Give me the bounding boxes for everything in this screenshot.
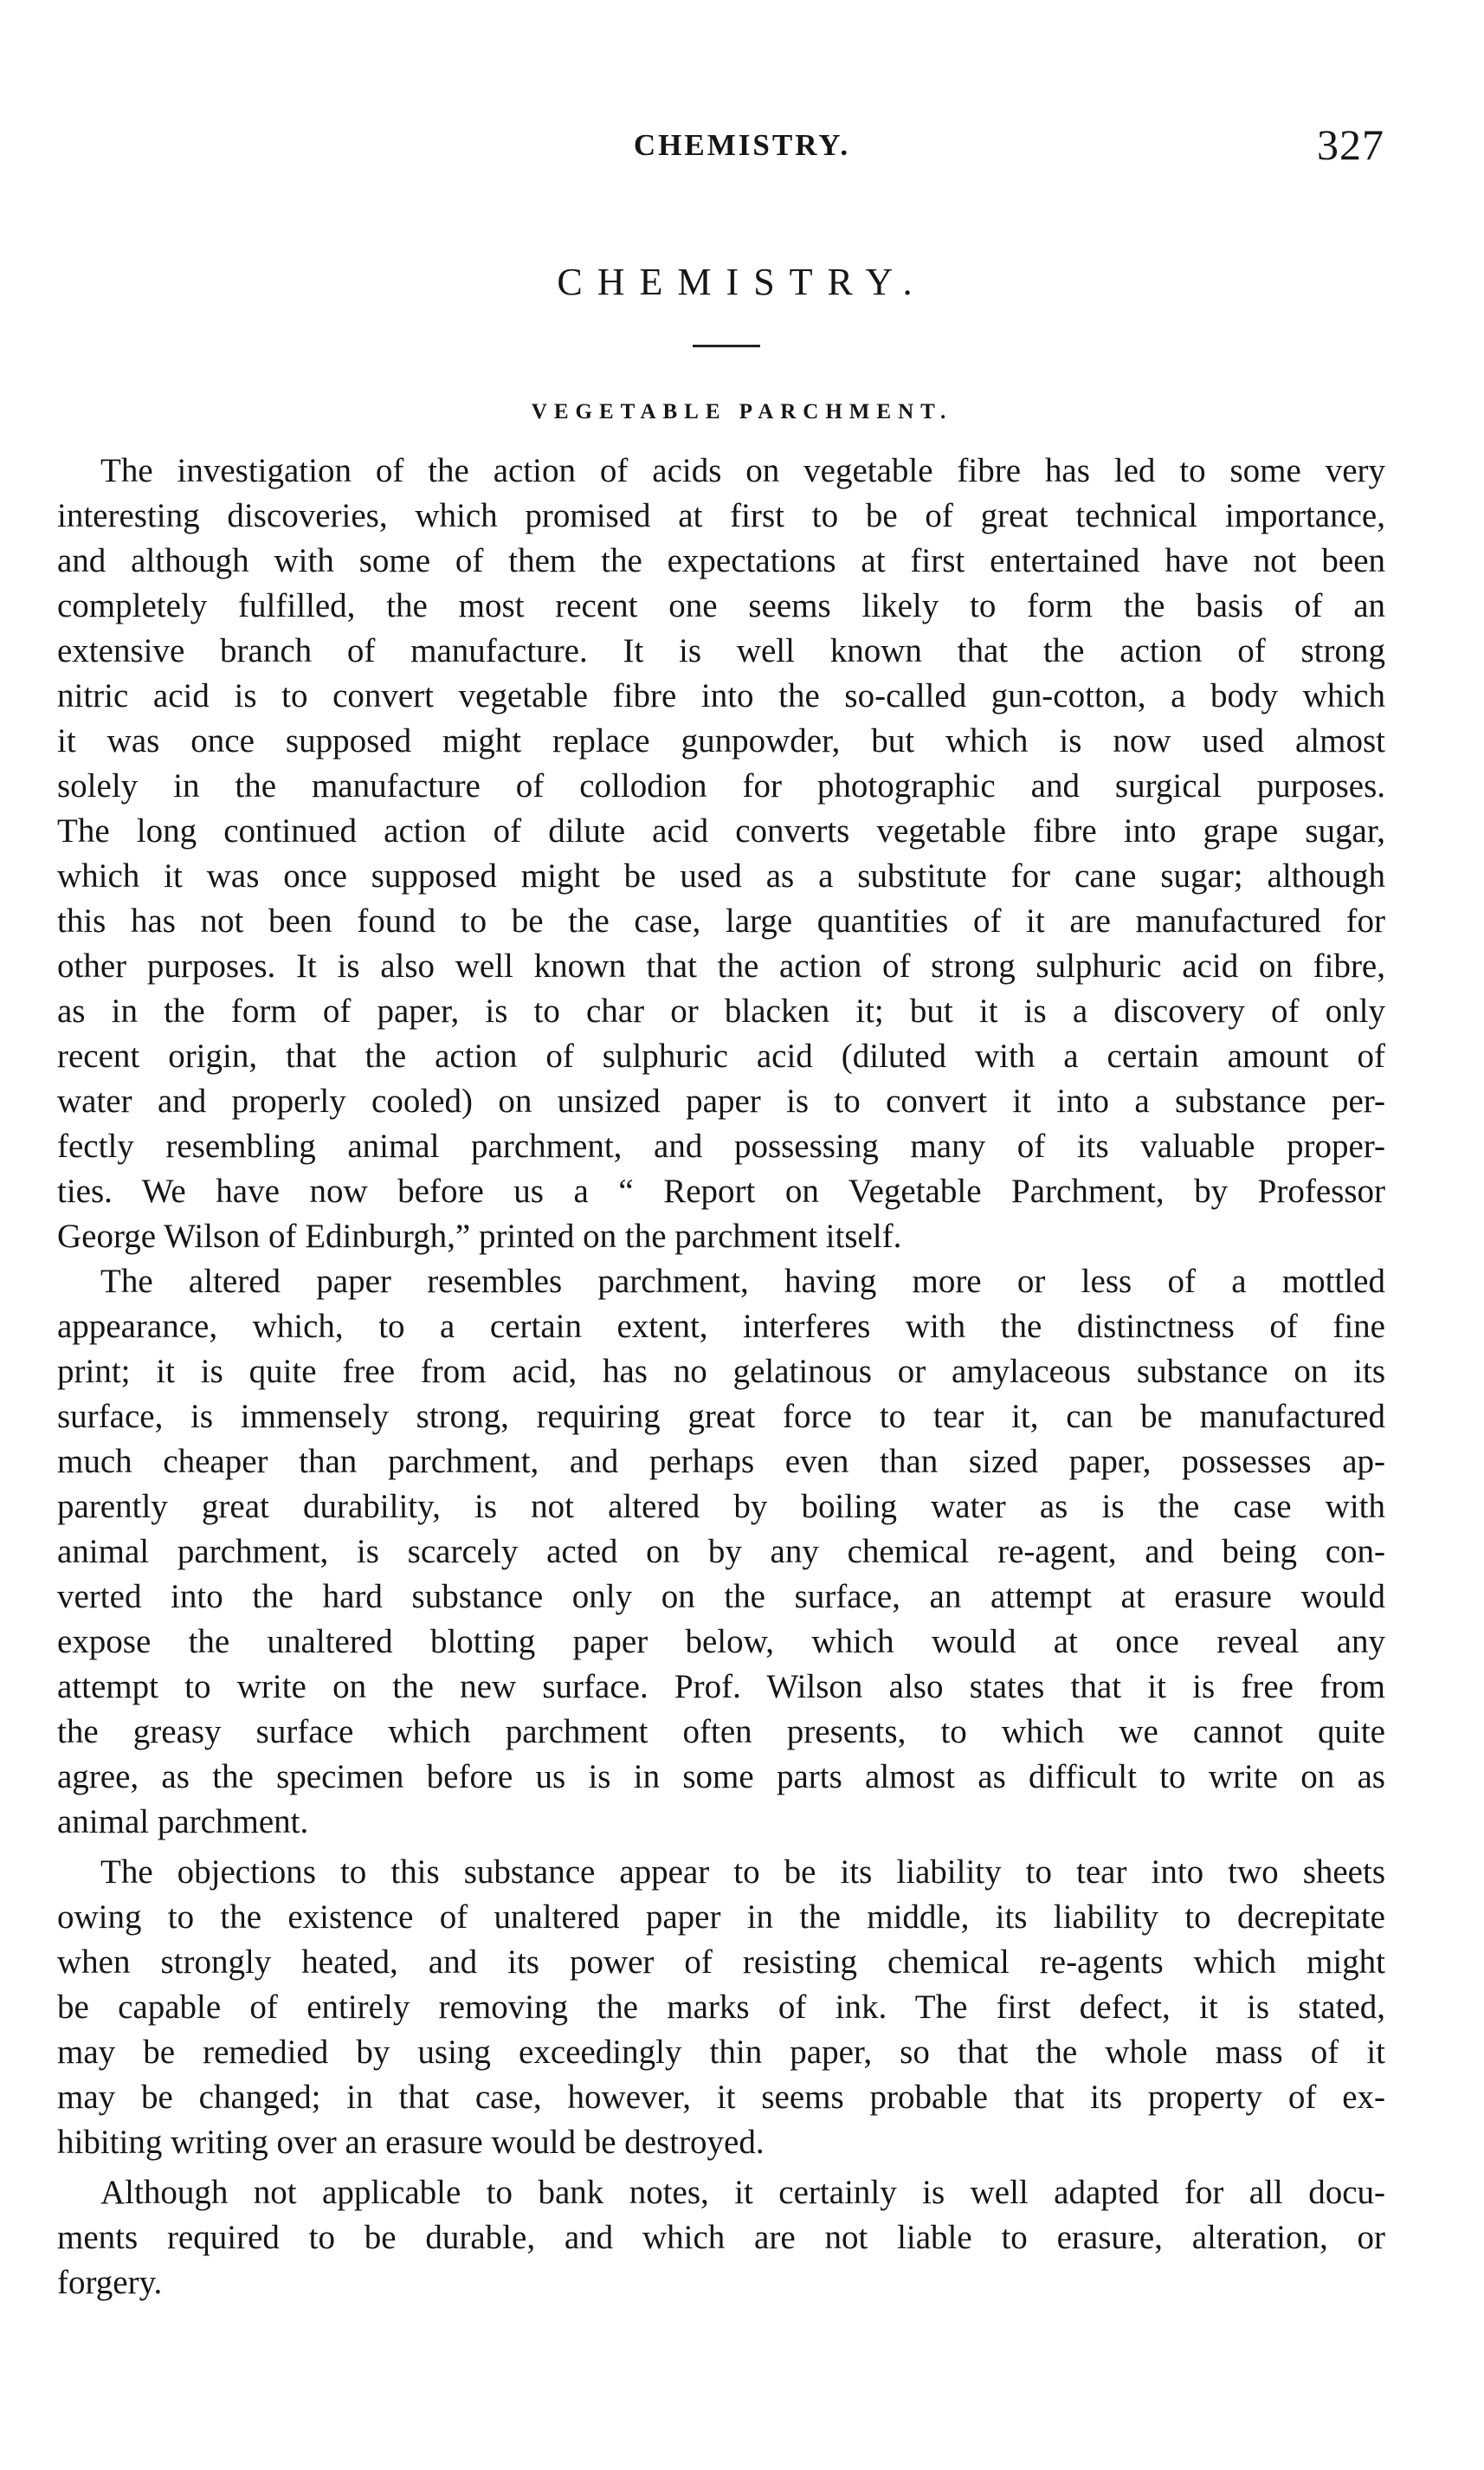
text-line: when strongly heated, and its power of resisting chemical re-agents which might	[57, 1943, 1385, 1981]
article-body	[57, 449, 1385, 2305]
text-line: attempt to write on the new surface. Prof. Wilson also states that it is free from	[57, 1668, 1385, 1705]
text-line: hibiting writing over an erasure would be destroyed.	[57, 2124, 765, 2161]
paragraph-1	[57, 449, 1385, 1259]
text-line: extensive branch of manufacture. It is well known that the action of strong	[57, 632, 1385, 669]
text-line: completely fulfilled, the most recent one seems likely to form the basis of an	[57, 587, 1385, 624]
text-line: George Wilson of Edinburgh,” printed on the parchment itself.	[57, 1218, 902, 1255]
text-line: verted into the hard substance only on the surface, an attempt at erasure would	[57, 1578, 1385, 1615]
text-line: be capable of entirely removing the marks of ink. The first defect, it is stated,	[57, 1988, 1385, 2026]
text-line: which it was once supposed might be used as a substitute for cane sugar; although	[57, 857, 1385, 895]
text-line: The long continued action of dilute acid converts vegetable fibre into grape sugar,	[57, 812, 1385, 850]
text-line: The objections to this substance appear to be its liability to tear into two sheets	[100, 1853, 1385, 1891]
text-line: fectly resembling animal parchment, and possessing many of its valuable proper-	[57, 1128, 1385, 1165]
text-line: solely in the manufacture of collodion for photographic and surgical purposes.	[57, 767, 1385, 805]
text-line: appearance, which, to a certain extent, interferes with the distinctness of fine	[57, 1308, 1385, 1345]
text-line: parently great durability, is not altered by boiling water as is the case with	[57, 1488, 1385, 1525]
text-line: surface, is immensely strong, requiring great force to tear it, can be manufactured	[57, 1398, 1385, 1435]
paragraph-4	[57, 2170, 1385, 2305]
text-line: The investigation of the action of acids on vegetable fibre has led to some very	[100, 452, 1385, 489]
text-line: animal parchment, is scarcely acted on by any chemical re-agent, and being con-	[57, 1533, 1385, 1570]
text-line: the greasy surface which parchment often presents, to which we cannot quite	[57, 1713, 1385, 1750]
text-line: recent origin, that the action of sulphuric acid (diluted with a certain amount of	[57, 1038, 1385, 1075]
text-line: print; it is quite free from acid, has no gelatinous or amylaceous substance on its	[57, 1353, 1385, 1390]
title-rule	[693, 345, 760, 347]
text-line: and although with some of them the expectations at first entertained have not been	[57, 542, 1385, 579]
paragraph-3	[57, 1850, 1385, 2165]
text-line: interesting discoveries, which promised at first to be of great technical importance,	[57, 497, 1385, 534]
section-title: VEGETABLE PARCHMENT.	[531, 400, 953, 424]
running-title: CHEMISTRY.	[633, 128, 851, 162]
text-line: water and properly cooled) on unsized paper is to convert it into a substance per-	[57, 1083, 1385, 1120]
running-header	[0, 120, 1484, 171]
text-line: agree, as the specimen before us is in some parts almost as difficult to write on as	[57, 1758, 1385, 1795]
text-line: forgery.	[57, 2264, 163, 2301]
text-line: much cheaper than parchment, and perhaps even than sized paper, possesses ap-	[57, 1443, 1385, 1480]
text-line: ties. We have now before us a “ Report on Vegetable Parchment, by Professor	[57, 1173, 1385, 1210]
page-number: 327	[1317, 120, 1384, 169]
text-line: expose the unaltered blotting paper below, which would at once reveal any	[57, 1623, 1385, 1660]
text-line: ments required to be durable, and which are not liable to erasure, alteration, or	[57, 2219, 1385, 2256]
text-line: this has not been found to be the case, large quantities of it are manufactured for	[57, 902, 1385, 940]
text-line: Although not applicable to bank notes, it certainly is well adapted for all docu-	[100, 2174, 1385, 2211]
text-line: owing to the existence of unaltered paper in the middle, its liability to decrepitate	[57, 1898, 1385, 1936]
text-line: as in the form of paper, is to char or blacken it; but it is a discovery of only	[57, 993, 1385, 1030]
text-line: nitric acid is to convert vegetable fibre into the so-called gun-cotton, a body which	[57, 677, 1385, 714]
text-line: may be changed; in that case, however, it seems probable that its property of ex-	[57, 2079, 1385, 2116]
text-line: may be remedied by using exceedingly thin paper, so that the whole mass of it	[57, 2034, 1385, 2071]
paragraph-2	[57, 1259, 1385, 1845]
text-line: it was once supposed might replace gunpowder, but which is now used almost	[57, 722, 1385, 760]
text-line: animal parchment.	[57, 1803, 309, 1840]
text-line: The altered paper resembles parchment, having more or less of a mottled	[100, 1263, 1385, 1300]
page-title: CHEMISTRY.	[557, 261, 927, 303]
text-line: other purposes. It is also well known that the action of strong sulphuric acid on fibre,	[57, 947, 1385, 985]
